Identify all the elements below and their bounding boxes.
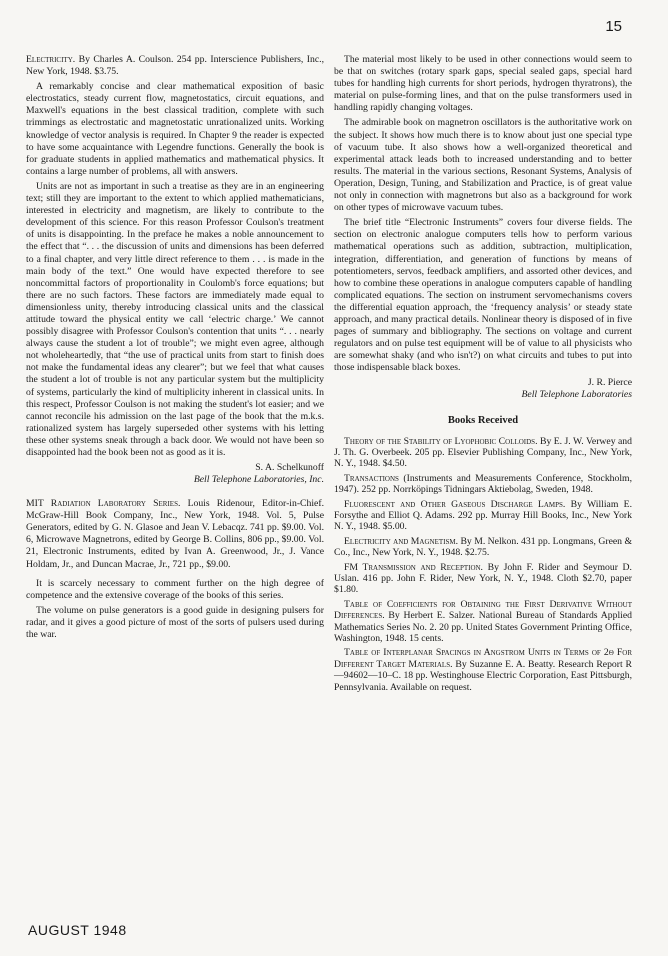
book-title: Transactions: [344, 472, 399, 484]
review-header: [26, 498, 324, 571]
issue-date-footer: AUGUST 1948: [28, 922, 127, 938]
book-title: Table of Interplanar Spacings in Angstrom Units in Terms of 2θ For Different Target Materials.: [334, 647, 632, 670]
book-details: By Suzanne E. A. Beatty. Research Report R—94602—10–C. 18 pp. Westinghouse Electric Corporation, East Pittsburgh, Pennsylvania. Available on request.: [334, 658, 632, 693]
reviewer-name: J. R. Pierce: [587, 377, 632, 389]
book-details: By John F. Rider and Seymour D. Uslan. 416 pp. John F. Rider, New York, N. Y., 1948. Cloth $2.70, paper $1.80.: [334, 561, 632, 596]
review-paragraph: The volume on pulse generators is a good guide in designing pulsers for radar, and it gives a good picture of most of the sorts of pulsers used during the war.: [26, 604, 324, 641]
book-entry: [334, 536, 632, 559]
book-details: By Herbert E. Salzer. National Bureau of Standards Applied Mathematics Series No. 2. 20 pp. United States Government Printing Office, Washington, 1948. 15 cents.: [334, 610, 632, 645]
reviewer-affiliation: Bell Telephone Laboratories: [521, 388, 632, 400]
left-column: [26, 54, 324, 644]
reviewer-affiliation: Bell Telephone Laboratories, Inc.: [193, 473, 324, 485]
book-title: Electricity and Magnetism.: [344, 535, 458, 547]
book-entry: [334, 499, 632, 533]
book-title: FM Transmission and Reception.: [344, 561, 483, 573]
review-paragraph: The material most likely to be used in other connections would seem to be that on switches (rotary spark gaps, special sealed gaps, special hard tubes for handling high currents for short periods, hydrogen thyratrons), the material on pulse-forming lines, and that on the pulse transformers used in handling rapidly changing voltages.: [334, 54, 632, 114]
book-entry: [334, 647, 632, 693]
review-paragraph: The admirable book on magnetron oscillators is the authoritative work on the subject. It shows how much there is to know about just one special type of vacuum tube. It also shows how a well-organized theoretical and experimental attack leads both to increased understanding and to better results. The material in the various sections, Resonant Systems, Analysis of Operation, Design, Tuning, and Stabilization and Practice, is of great value not only in connection with magnetrons but also as a background for work on other types of microwave vacuum tubes.: [334, 117, 632, 214]
book-entry: [334, 562, 632, 596]
right-column: [334, 54, 632, 696]
review-title: Electricity.: [26, 54, 76, 65]
book-entry: [334, 599, 632, 645]
review-publication-info: Louis Ridenour, Editor-in-Chief. McGraw-Hill Book Company, Inc., New York, 1948. Vol. 5, Pulse Generators, edited by G. N. Glasoe and Jean V. Lebacqz. 741 pp. $9.00. Vol. 6, Microwave Magnetrons, edited by George B. Collins, 806 pp., $9.00. Vol. 21, Electronic Instruments, edited by Ivan A. Greenwood, Jr., J. Vance Holdam, Jr., and Duncan Macrae, Jr., 721 pp., $9.00.: [26, 498, 325, 570]
book-details: By M. Nelkon. 431 pp. Longmans, Green & Co., Inc., New York, N. Y., 1948. $2.75.: [334, 535, 632, 559]
book-title: Table of Coefficients for Obtaining the First Derivative Without Differences.: [334, 598, 632, 622]
review-paragraph: The brief title “Electronic Instruments” covers four diverse fields. The section on electronic analogue computers tells how to perform various mathematical operations such as addition, subtraction, multiplication, integration, differentiation, and generation of functions by means of potentiometers, servos, feedback amplifiers, and assorted other devices, and how to combine these operations in analogue computers capable of handling complicated equations. The section on instrument servomechanisms covers the differential equation approach, the ‘frequency analysis’ or steady state approach, and many practical details. Nonlinear theory is disposed of in five pages of summary and bibliography. The sections on voltage and current regulators and on pulse test equipment will be of value to all physicists who are somewhat shaky (and who isn't?) on what circuits and tubes to put into those indispensable black boxes.: [334, 217, 632, 374]
reviewer-signature: [334, 377, 632, 400]
page-number: 15: [605, 18, 622, 35]
review-paragraph: A remarkably concise and clear mathematical exposition of basic electrostatics, steady current flow, magnetostatics, circuit equations, and Maxwell's equations in the best classical tradition, complete with such trimmings as electrostatic and magnetostatic unrationalized units. Working knowledge of vector analysis is required. In Chapter 9 the reader is expected to have some acquaintance with Legendre functions. Generally the book is for graduate students in applied mathematics and mathematical physics. It contains a large number of problems, all with answers.: [26, 81, 324, 177]
book-details: By E. J. W. Verwey and J. Th. G. Overbeek. 205 pp. Elsevier Publishing Company, Inc., New York, N. Y., 1948. $4.50.: [334, 435, 632, 470]
reviewer-name: S. A. Schelkunoff: [255, 462, 324, 474]
review-publication-info: By Charles A. Coulson. 254 pp. Interscience Publishers, Inc., New York, 1948. $3.75.: [26, 54, 325, 78]
book-title: Fluorescent and Other Gaseous Discharge Lamps.: [344, 498, 566, 510]
reviewer-signature: [26, 462, 324, 485]
book-title: Theory of the Stability of Lyophobic Colloids.: [344, 435, 538, 447]
review-paragraph: Units are not as important in such a treatise as they are in an engineering text; still they are important to the extent to which applied mathematicians, interested in electricity and magnetism, are likely to contribute to the development of this science. For this reason Professor Coulson's treatment of units is disappointing. In the preface he makes a noble announcement to the effect that “. . . the discussion of units and dimensions has been deferred to a final chapter, and very little direct reference to them . . . is made in the main body of the text.” One would have expected therefore to see noncommittal factors of proportionality in Coulomb's force equations; but there are no such factors. These factors are immediately made equal to dimensionless unity, thereby introducing classical units and the classical attitude toward the physical entity we call ‘electric charge.’ We cannot possibly disagree with Professor Coulson's contention that units “. . . nearly always cause the student a lot of trouble”; we might even agree, although not wholeheartedly, that “the use of practical units from start to finish does not make the fundamental ideas any clearer”; but we feel that what causes the student a lot of trouble is not any particular system but the multiplicity of systems, particularly the kind of multiplicity inherent in classical units. In this respect, Professor Coulson is not making the student's lot easier; and we cannot reconcile his admission on the last page of the book that the m.k.s. rationalized system has largely superseded other systems with his letting these other systems sneak through a back door. We would not have been so disappointed had the book been not as good as it is.: [26, 180, 324, 458]
review-paragraph: It is scarcely necessary to comment further on the high degree of competence and the extensive coverage of the books of this series.: [26, 577, 324, 601]
review-title: MIT Radiation Laboratory Series.: [26, 498, 181, 510]
book-details: By William E. Forsythe and Elliot Q. Adams. 292 pp. Murray Hill Books, Inc., New York N. Y., 1948. $5.00.: [334, 498, 633, 533]
book-details: (Instruments and Measurements Conference, Stockholm, 1947). 252 pp. Norrköpings Tidningars Aktiebolag, Sweden, 1948.: [334, 472, 633, 496]
book-entry: [334, 473, 632, 496]
books-received-heading: Books Received: [447, 415, 519, 427]
review-header: [26, 54, 324, 78]
book-entry: [334, 436, 632, 470]
